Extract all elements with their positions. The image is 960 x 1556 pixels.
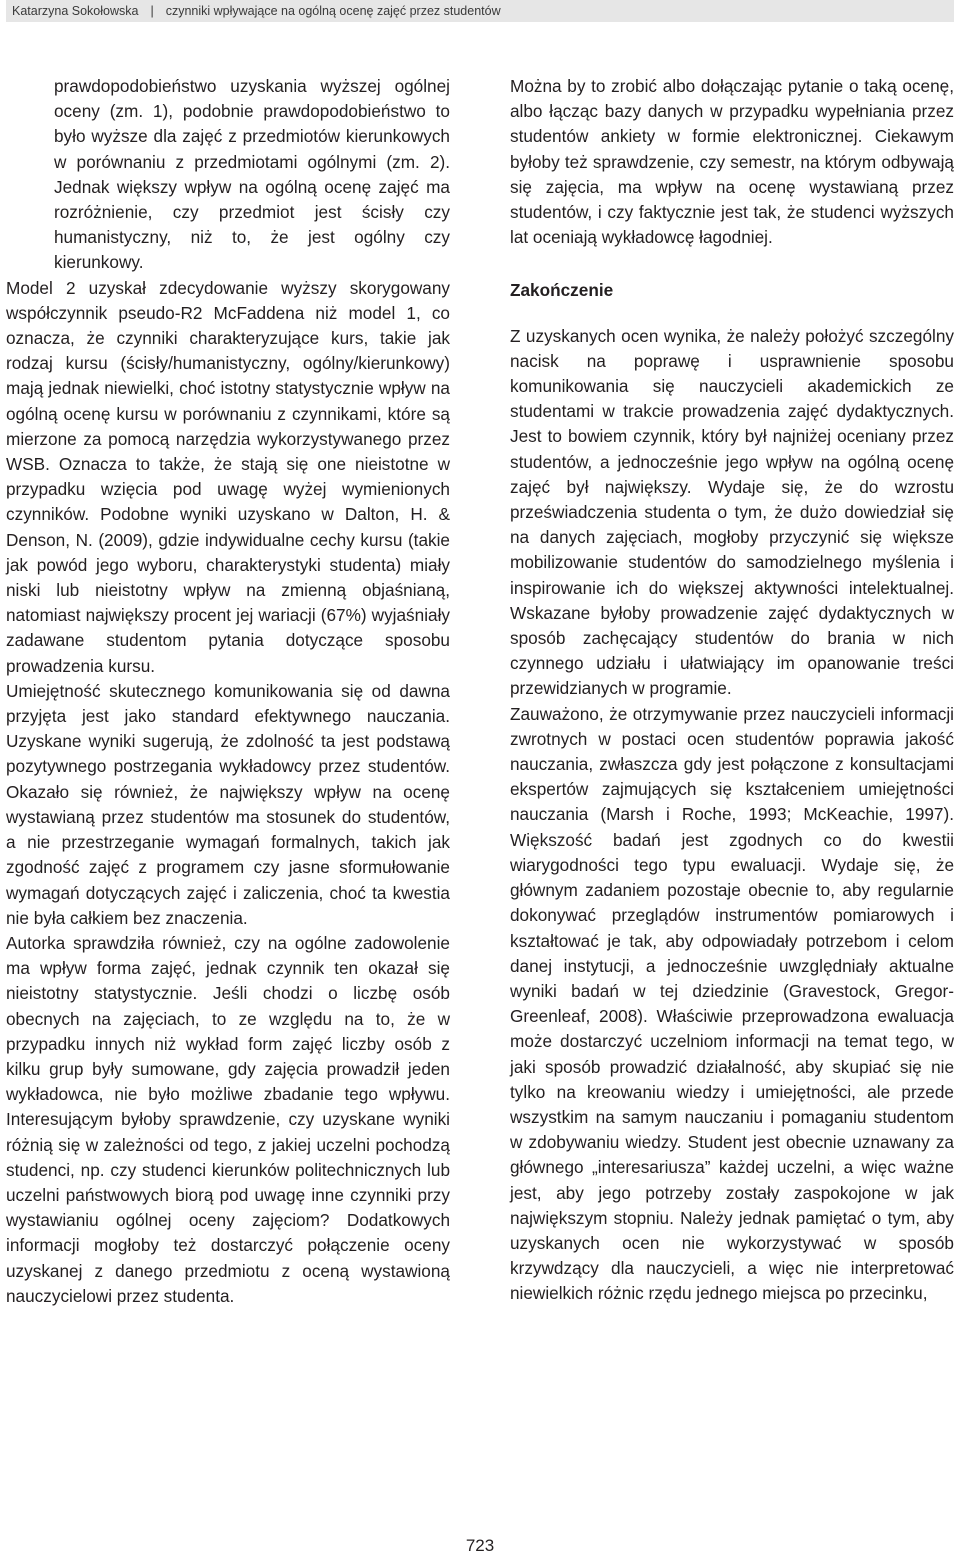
left-paragraph-2: Model 2 uzyskał zdecydowanie wyższy skorygowany współczynnik pseudo-R2 McFaddena niż model 1, co oznacza, że czynniki charakteryzujące kurs, takie jak rodzaj kursu (ścisły/humanistyczny, ogólny/kierunkowy) mają jednak niewielki, choć istotny statystycznie wpływ na ogólną ocenę kursu w porównaniu z czynnikami, które są mierzone za pomocą narzędzia wykorzystywanego przez WSB. Oznacza to także, że stają się one nieistotne w przypadku wzięcia pod uwagę wyżej wymienionych czynników. Podobne wyniki uzyskano w Dalton, H. & Denson, N. (2009), gdzie indywidualne cechy kursu (takie jak powód jego wyboru, charakterystyki studenta) miały niski lub nieistotny wpływ na zmienną objaśnianą, natomiast największy procent jej wariacji (67%) wyjaśniały zadawane studentom pytania dotyczące sposobu prowadzenia kursu. (6, 277, 450, 676)
header-title: czynniki wpływające na ogólną ocenę zajęć przez studentów (165, 4, 501, 18)
right-column (510, 74, 954, 1307)
left-column (6, 74, 450, 1309)
left-paragraph-4: Autorka sprawdziła również, czy na ogólne zadowolenie ma wpływ forma zajęć, jednak czynnik ten okazał się nieistotny statystycznie. Jeśli chodzi o liczbę osób obecnych na zajęciach, to ze względu na to, że w przypadku innych niż wykład form zajęć liczby osób z kilku grup były sumowane, gdy zajęcia prowadził jeden wykładowca, nie było możliwe zbadanie tego wpływu. Interesującym byłoby sprawdzenie, czy uzyskane wyniki różnią się w zależności od tego, z jakiej uczelni pochodzą studenci, np. czy studenci kierunków politechnicznych lub uczelni państwowych biorą pod uwagę inne czynniki przy wystawianiu ogólnej oceny zajęciom? Dodatkowych informacji mogłoby też dostarczyć połączenie oceny uzyskanej z danego przedmiotu z oceną wystawioną nauczycielowi przez studenta. (6, 932, 450, 1306)
section-heading-conclusion: Zakończenie (510, 280, 614, 301)
running-header (6, 0, 954, 22)
header-separator: | (150, 4, 154, 18)
right-paragraph-1: Można by to zrobić albo dołączając pytanie o taką ocenę, albo łącząc bazy danych w przypadku wypełniania przez studentów ankiety w formie elektronicznej. Ciekawym byłoby też sprawdzenie, czy semestr, na którym odbywają się zajęcia, ma wpływ na ocenę wystawianą przez studentów, i czy faktycznie jest tak, że studenci wyższych lat oceniają wykładowcę łagodniej. (510, 76, 954, 248)
left-paragraph-1: prawdopodobieństwo uzyskania wyższej ogólnej oceny (zm. 1), podobnie prawdopodobieństwo to było wyższe dla zajęć z przedmiotów kierunkowych w porównaniu z przedmiotami ogólnymi (zm. 2). Jednak większy wpływ na ogólną ocenę zajęć ma rozróżnienie, czy przedmiot jest ścisły czy humanistyczny, niż to, że jest ogólny czy kierunkowy. (54, 76, 450, 273)
left-paragraph-3: Umiejętność skutecznego komunikowania się od dawna przyjęta jest jako standard efektywnego nauczania. Uzyskane wyniki sugerują, że zdolność ta jest podstawą pozytywnego postrzegania wykładowcy przez studentów. Okazało się również, że największy wpływ na ocenę wystawianą przez studentów ma stosunek do studentów, a nie przestrzeganie wymagań formalnych, takich jak zgodność zajęć z programem czy jasne sformułowanie wymagań dotyczących zajęć i zaliczenia, choć ta kwestia nie była całkiem bez znaczenia. (6, 680, 450, 928)
right-paragraph-3: Zauważono, że otrzymywanie przez nauczycieli informacji zwrotnych w postaci ocen studentów poprawia jakość nauczania, zwłaszcza gdy jest połączone z konsultacjami ekspertów zajmujących się kształceniem umiejętności nauczania (Marsh i Roche, 1993; McKeachie, 1997). Większość badań jest zgodnych co do kwestii wiarygodności tego typu ewaluacji. Wydaje się, że głównym zadaniem pozostaje obecnie to, aby regularnie dokonywać przeglądów instrumentów pomiarowych i kształtować je tak, aby odpowiadały potrzebom i celom danej instytucji, a jednocześnie uwzględniały aktualne wyniki badań w tej dziedzinie (Gravestock, Gregor-Greenleaf, 2008). Właściwie przeprowadzona ewaluacja może dostarczyć uczelniom informacji na temat tego, w jaki sposób prowadzić działalność, aby skupiać się nie tylko na kreowaniu wiedzy i umiejętności, ale przede wszystkim na samym nauczaniu i pomaganiu studentom w zdobywaniu wiedzy. Student jest obecnie uznawany za głównego „interesariusza” każdej uczelni, a więc ważne jest, aby jego potrzeby zostały zaspokojone w jak największym stopniu. Należy jednak pamiętać o tym, aby uzyskanych ocen nie wykorzystywać w sposób krzywdzący dla nauczycieli, a więc nie interpretować niewielkich różnic rzędu jednego miejsca po przecinku, (510, 703, 954, 1304)
page-number: 723 (465, 1536, 495, 1555)
right-paragraph-2: Z uzyskanych ocen wynika, że należy położyć szczególny nacisk na poprawę i usprawnienie sposobu komunikowania się nauczycieli akademickich ze studentami w trakcie prowadzenia zajęć dydaktycznych. Jest to bowiem czynnik, który był najniżej oceniany przez studentów, a jednocześnie jego wpływ na ogólną ocenę zajęć był największy. Wydaje się, że do wzrostu przeświadczenia studenta o tym, że dużo dowiedział się na danych zajęciach, mogłoby przyczynić się większe mobilizowanie studentów do samodzielnego myślenia i inspirowanie ich do większej aktywności intelektualnej. Wskazane byłoby prowadzenie zajęć dydaktycznych w sposób zachęcający studentów do brania w nich czynnego udziału i ułatwiający im opanowanie treści przewidzianych w programie. (510, 325, 954, 699)
header-author: Katarzyna Sokołowska (12, 4, 139, 18)
